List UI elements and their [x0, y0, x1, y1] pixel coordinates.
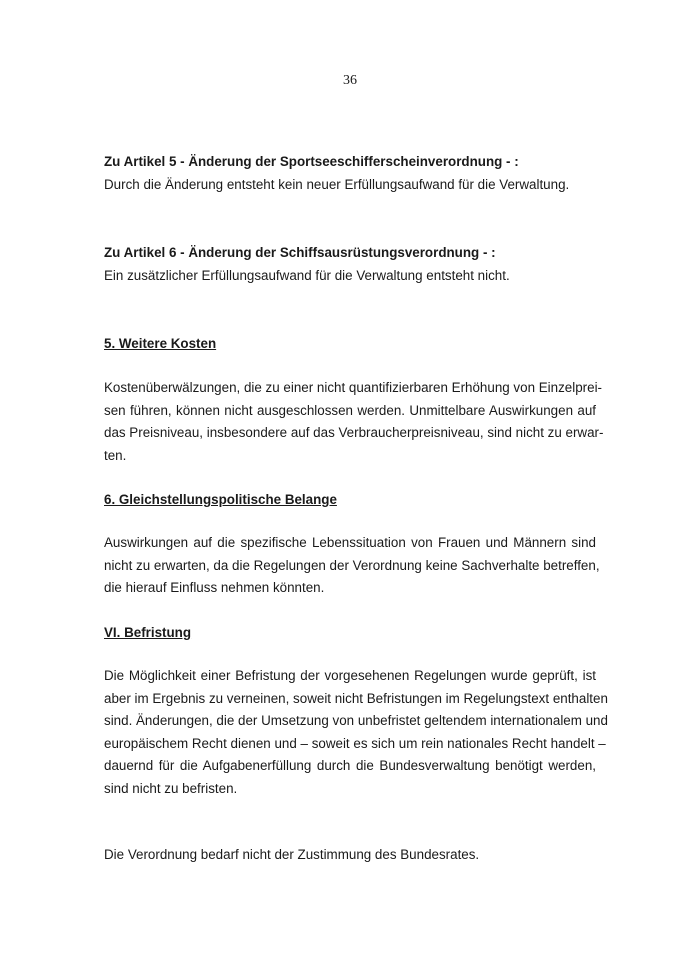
section-article-6 — [104, 242, 596, 287]
paragraph-line: dauernd für die Aufgabenerfüllung durch die Bundesverwaltung benötigt werden, — [104, 758, 596, 773]
paragraph-line: Kostenüberwälzungen, die zu einer nicht quantifizierbaren Erhöhung von Einzelprei- — [104, 380, 602, 395]
section-further-costs — [104, 333, 596, 356]
paragraph-line: die hierauf Einfluss nehmen könnten. — [104, 580, 325, 595]
article-5-heading: Zu Artikel 5 - Änderung der Sportseeschifferscheinverordnung - : — [104, 154, 519, 169]
gender-equality-heading: 6. Gleichstellungspolitische Belange — [104, 492, 337, 507]
paragraph-line: nicht zu erwarten, da die Regelungen der Verordnung keine Sachverhalte betreffen, — [104, 557, 600, 573]
paragraph-line: europäischem Recht dienen und – soweit es sich um rein nationales Recht handelt – — [104, 735, 606, 751]
section-article-5 — [104, 151, 596, 196]
time-limit-paragraph — [104, 665, 608, 800]
paragraph-line: aber im Ergebnis zu verneinen, soweit nicht Befristungen im Regelungstext enthalten — [104, 690, 608, 706]
paragraph-line: ten. — [104, 447, 127, 463]
further-costs-paragraph — [104, 377, 604, 467]
paragraph-line: sind. Änderungen, die der Umsetzung von unbefristet geltendem internationalem und — [104, 713, 608, 728]
paragraph-line: das Preisniveau, insbesondere auf das Verbraucherpreisniveau, sind nicht zu erwar- — [104, 425, 604, 440]
paragraph-line: Auswirkungen auf die spezifische Lebenssituation von Frauen und Männern sind — [104, 535, 596, 550]
page-number: 36 — [343, 73, 357, 88]
paragraph-line: Die Möglichkeit einer Befristung der vorgesehenen Regelungen wurde geprüft, ist — [104, 668, 596, 683]
paragraph-line: sind nicht zu befristen. — [104, 780, 238, 796]
article-5-text: Durch die Änderung entsteht kein neuer Erfüllungsaufwand für die Verwaltung. — [104, 176, 570, 192]
further-costs-heading: 5. Weitere Kosten — [104, 336, 217, 351]
gender-equality-paragraph — [104, 532, 600, 600]
paragraph-line: sen führen, können nicht ausgeschlossen werden. Unmittelbare Auswirkungen auf — [104, 402, 596, 418]
article-6-heading: Zu Artikel 6 - Änderung der Schiffsausrüstungsverordnung - : — [104, 245, 496, 260]
time-limit-heading: VI. Befristung — [104, 625, 192, 640]
section-gender-equality — [104, 489, 596, 512]
closing-statement — [104, 844, 596, 867]
closing-text: Die Verordnung bedarf nicht der Zustimmung des Bundesrates. — [104, 847, 480, 862]
section-time-limit — [104, 622, 596, 645]
article-6-text: Ein zusätzlicher Erfüllungsaufwand für die Verwaltung entsteht nicht. — [104, 267, 510, 283]
